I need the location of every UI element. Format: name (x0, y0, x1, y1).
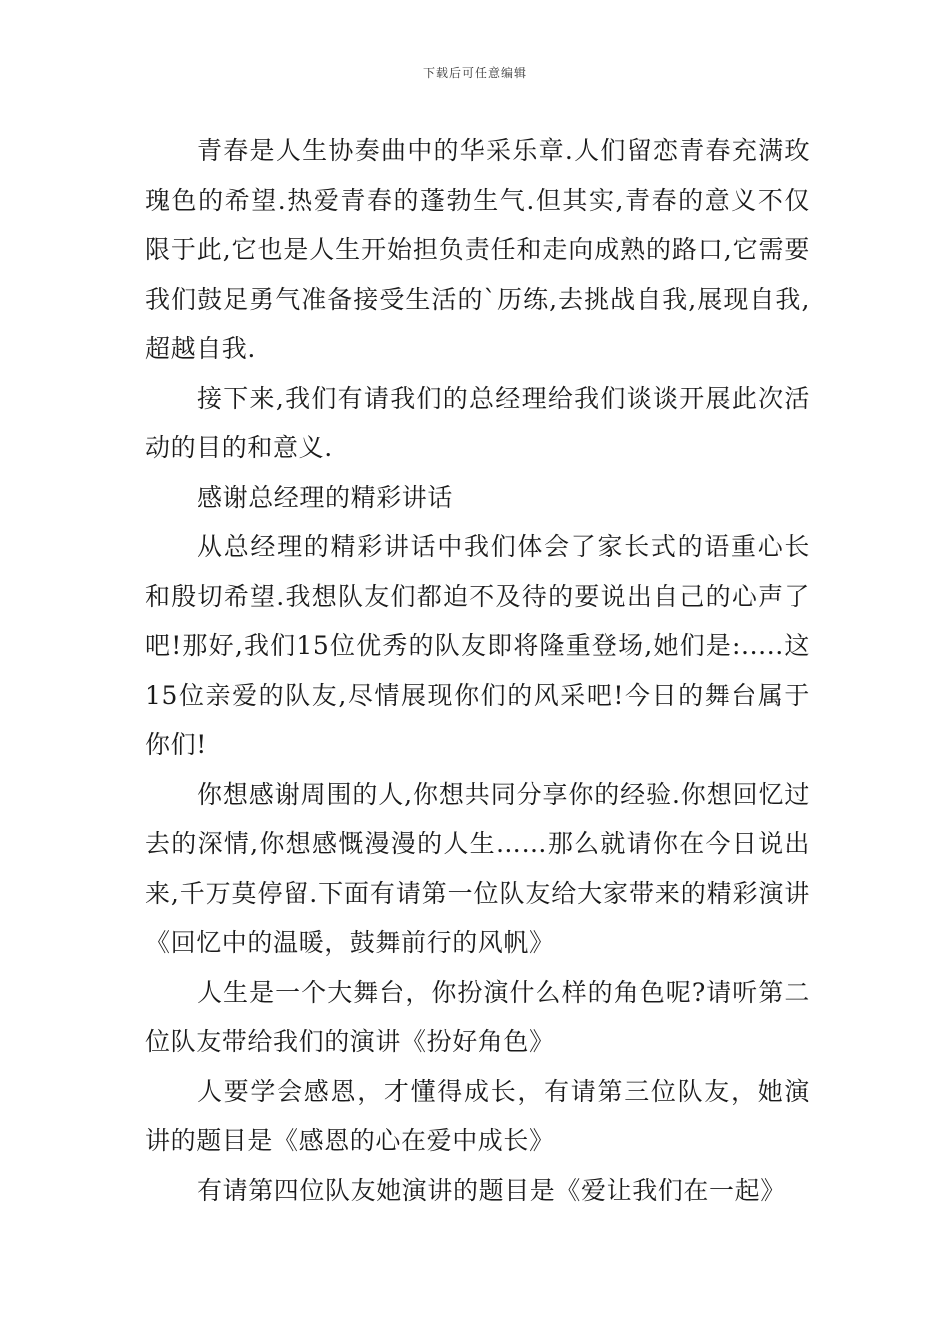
paragraph-first-speech: 你想感谢周围的人,你想共同分享你的经验.你想回忆过去的深情,你想感慨漫漫的人生……那么就请你在今日说出来,千万莫停留.下面有请第一位队友给大家带来的精彩演讲《回忆中的温暖，鼓舞前行的风帆》 (145, 779, 810, 957)
paragraph-invite-manager: 接下来,我们有请我们的总经理给我们谈谈开展此次活动的目的和意义. (145, 383, 810, 462)
header-note: 下载后可任意编辑 (422, 66, 527, 80)
paragraph-introduce-teammates: 从总经理的精彩讲话中我们体会了家长式的语重心长和殷切希望.我想队友们都迫不及待的要说出自己的心声了吧!那好,我们15位优秀的队友即将隆重登场,她们是:.....这15位亲爱的队友,尽情展现你们的风采吧!今日的舞台属于你们! (145, 532, 810, 759)
document-body (145, 126, 810, 1215)
paragraph-youth: 青春是人生协奏曲中的华采乐章.人们留恋青春充满玫瑰色的希望.热爱青春的蓬勃生气.但其实,青春的意义不仅限于此,它也是人生开始担负责任和走向成熟的路口,它需要我们鼓足勇气准备接受生活的`历练,去挑战自我,展现自我,超越自我. (145, 136, 810, 363)
paragraph-third-speech: 人要学会感恩，才懂得成长，有请第三位队友，她演讲的题目是《感恩的心在爱中成长》 (145, 1076, 810, 1155)
paragraph-second-speech: 人生是一个大舞台，你扮演什么样的角色呢?请听第二位队友带给我们的演讲《扮好角色》 (145, 977, 810, 1056)
paragraph-fourth-speech: 有请第四位队友她演讲的题目是《爱让我们在一起》 (197, 1175, 786, 1205)
paragraph-thanks-manager: 感谢总经理的精彩讲话 (197, 482, 454, 512)
